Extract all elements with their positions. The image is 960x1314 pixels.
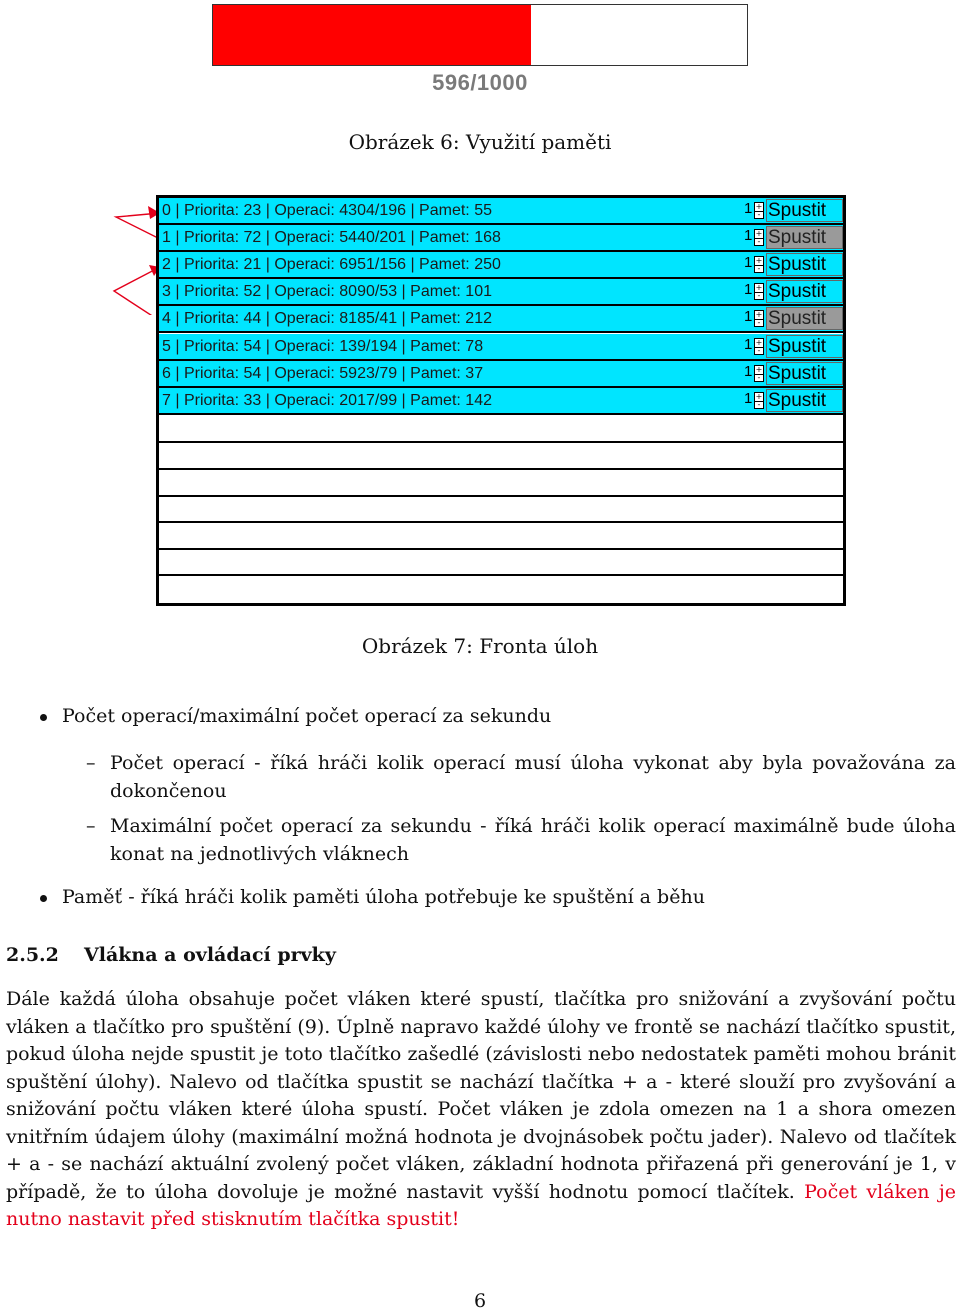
- decrease-threads-button[interactable]: -: [757, 237, 761, 247]
- memory-usage-fill: [213, 5, 531, 65]
- run-task-button[interactable]: Spustit: [766, 389, 843, 412]
- run-task-button[interactable]: Spustit: [766, 199, 843, 222]
- dependency-arrows: [108, 195, 160, 315]
- list-item: – Počet operací - říká hráči kolik operací musí úloha vykonat aby byla považována za dokončenou: [110, 749, 956, 805]
- run-task-button[interactable]: Spustit: [766, 335, 843, 358]
- increase-threads-button[interactable]: +: [755, 229, 763, 239]
- thread-stepper: [754, 256, 764, 273]
- task-info: 1 | Priorita: 72 | Operaci: 5440/201 | Pamet: 168: [162, 229, 501, 247]
- thread-count: 1: [744, 362, 753, 380]
- thread-count: 1: [744, 389, 753, 407]
- thread-stepper: [754, 202, 764, 219]
- decrease-threads-button[interactable]: -: [757, 291, 761, 301]
- queue-task-row: [159, 252, 843, 279]
- bullet-icon: [40, 714, 47, 721]
- decrease-threads-button[interactable]: -: [757, 399, 761, 409]
- queue-task-row: [159, 306, 843, 333]
- increase-threads-button[interactable]: +: [755, 256, 763, 266]
- run-task-button[interactable]: Spustit: [766, 307, 843, 330]
- task-info: 3 | Priorita: 52 | Operaci: 8090/53 | Pamet: 101: [162, 283, 492, 301]
- memory-usage-label: 596/1000: [432, 70, 528, 95]
- thread-count: 1: [744, 308, 753, 326]
- thread-count: 1: [744, 200, 753, 217]
- thread-stepper: [754, 229, 764, 246]
- run-task-button[interactable]: Spustit: [766, 280, 843, 303]
- queue-task-row: [159, 279, 843, 306]
- task-queue: [156, 195, 846, 606]
- thread-stepper: [754, 392, 764, 409]
- queue-empty-row: [159, 523, 843, 550]
- paragraph: Dále každá úloha obsahuje počet vláken které spustí, tlačítka pro snižování a zvyšování počtu vláken a tlačítko pro spuštění (9). Úplně napravo každé úlohy ve frontě se nachází tlačítko spustit, pokud úloha nejde spustit je toto tlačítko zašedlé (závislosti nebo nedostatek paměti mohou bránit spuštění úlohy). Nalevo od tlačítka spustit se nachází tlačítka + a - které slouží pro zvyšování a snižování počtu vláken které úloha spustí. Počet vláken je zdola omezen na 1 a shora omezen vnitřním údajem úlohy (maximální možná hodnota je dvojnásobek počtu jader). Nalevo od tlačítek + a - se nachází aktuální zvolený počet vláken, základní hodnota přiřazená při generování je 1, v případě, že to úloha dovoluje je možné nastavit vyšší hodnotu pomocí tlačítek. Počet vláken je nutno nastavit před stisknutím tlačítka spustit!: [6, 988, 956, 1230]
- increase-threads-button[interactable]: +: [755, 283, 763, 293]
- thread-stepper: [754, 338, 764, 355]
- figure6-caption: Obrázek 6: Využití paměti: [348, 130, 612, 154]
- queue-empty-row: [159, 576, 843, 603]
- decrease-threads-button[interactable]: -: [757, 210, 761, 219]
- task-info: 2 | Priorita: 21 | Operaci: 6951/156 | Pamet: 250: [162, 256, 501, 274]
- dash-icon: –: [86, 815, 96, 837]
- run-task-button[interactable]: Spustit: [766, 226, 843, 249]
- task-info: 4 | Priorita: 44 | Operaci: 8185/41 | Pamet: 212: [162, 310, 492, 328]
- dash-icon: –: [86, 752, 96, 774]
- queue-empty-row: [159, 417, 843, 444]
- memory-usage-bar: [212, 4, 748, 66]
- increase-threads-button[interactable]: +: [755, 310, 763, 320]
- page-number: 6: [473, 1290, 487, 1312]
- thread-stepper: [754, 365, 764, 382]
- warning-text: Počet vláken je nutno nastavit před stisknutím tlačítka spustit!: [6, 1180, 956, 1230]
- queue-task-row: [159, 388, 843, 415]
- increase-threads-button[interactable]: +: [755, 337, 763, 347]
- decrease-threads-button[interactable]: -: [757, 345, 761, 355]
- list-item: – Maximální počet operací za sekundu - říká hráči kolik operací maximálně bude úloha konat na jednotlivých vláknech: [110, 812, 956, 868]
- queue-task-row: [159, 225, 843, 252]
- queue-empty-row: [159, 470, 843, 497]
- list-item: Počet operací/maximální počet operací za sekundu: [62, 705, 551, 727]
- increase-threads-button[interactable]: +: [755, 202, 763, 211]
- thread-stepper: [754, 310, 764, 327]
- thread-count: 1: [744, 335, 753, 353]
- run-task-button[interactable]: Spustit: [766, 362, 843, 385]
- queue-empty-row: [159, 443, 843, 470]
- thread-count: 1: [744, 281, 753, 299]
- thread-stepper: [754, 283, 764, 300]
- queue-empty-row: [159, 550, 843, 577]
- increase-threads-button[interactable]: +: [755, 364, 763, 374]
- queue-task-row: [159, 334, 843, 361]
- list-item: Paměť - říká hráči kolik paměti úloha potřebuje ke spuštění a běhu: [62, 886, 705, 908]
- bullet-icon: [40, 895, 47, 902]
- section-heading: 2.5.2 Vlákna a ovládací prvky: [6, 944, 336, 966]
- queue-task-row: [159, 198, 843, 225]
- task-info: 6 | Priorita: 54 | Operaci: 5923/79 | Pamet: 37: [162, 364, 484, 382]
- task-info: 5 | Priorita: 54 | Operaci: 139/194 | Pamet: 78: [162, 337, 484, 355]
- thread-count: 1: [744, 227, 753, 245]
- run-task-button[interactable]: Spustit: [766, 253, 843, 276]
- task-info: 0 | Priorita: 23 | Operaci: 4304/196 | Pamet: 55: [162, 202, 492, 219]
- thread-count: 1: [744, 254, 753, 272]
- decrease-threads-button[interactable]: -: [757, 318, 761, 328]
- task-info: 7 | Priorita: 33 | Operaci: 2017/99 | Pamet: 142: [162, 391, 492, 409]
- decrease-threads-button[interactable]: -: [757, 264, 761, 274]
- queue-empty-row: [159, 497, 843, 524]
- increase-threads-button[interactable]: +: [755, 391, 763, 401]
- figure7-caption: Obrázek 7: Fronta úloh: [361, 634, 599, 658]
- decrease-threads-button[interactable]: -: [757, 372, 761, 382]
- queue-task-row: [159, 361, 843, 388]
